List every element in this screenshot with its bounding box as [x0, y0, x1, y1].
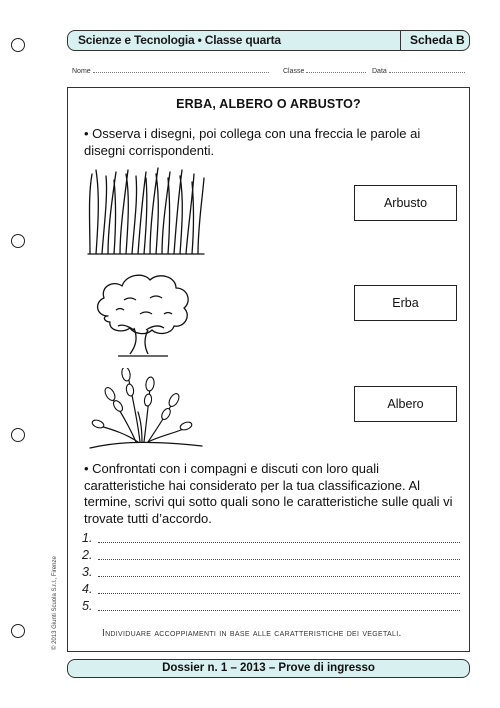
nome-field[interactable]	[72, 67, 269, 75]
answer-number: 2.	[82, 548, 93, 562]
subject-title: Scienze e Tecnologia • Classe quarta	[78, 33, 281, 47]
classe-field[interactable]	[283, 67, 366, 75]
worksheet-box	[67, 87, 470, 652]
scheda-label: Scheda B	[410, 33, 465, 47]
answer-line-1[interactable]	[82, 531, 460, 547]
binder-hole-2	[11, 234, 25, 248]
instruction-1: • Osserva i disegni, poi collega con una freccia le parole ai disegni corrispondenti.	[84, 126, 421, 158]
instruction-2: • Confrontati con i compagni e discuti con loro quali caratteristiche hai considerato per la tua classificazione. Al termine, scrivi qui sotto quali sono le caratteristiche sulle quali vi trovate tutti d’accordo.	[84, 461, 453, 526]
word-box-erba[interactable]: Erba	[354, 285, 457, 321]
binder-hole-4	[11, 624, 25, 638]
shrub-drawing	[86, 368, 206, 452]
nome-label: Nome	[72, 68, 91, 75]
footer-bar: Dossier n. 1 – 2013 – Prove di ingresso	[67, 659, 470, 678]
answer-line-2[interactable]	[82, 548, 460, 564]
answer-line-3[interactable]	[82, 565, 460, 581]
grass-drawing	[86, 166, 206, 256]
binder-hole-1	[11, 38, 25, 52]
answer-number: 5.	[82, 599, 93, 613]
word-box-arbusto[interactable]: Arbusto	[354, 185, 457, 221]
answer-number: 4.	[82, 582, 93, 596]
answer-line-5[interactable]	[82, 599, 460, 615]
header-divider	[400, 30, 401, 51]
objective-footnote: Individuare accoppiamenti in base alle caratteristiche dei vegetali.	[102, 628, 402, 639]
binder-hole-3	[11, 428, 25, 442]
answer-number: 1.	[82, 531, 93, 545]
tree-drawing	[88, 270, 198, 360]
word-box-albero[interactable]: Albero	[354, 386, 457, 422]
worksheet-title: ERBA, ALBERO O ARBUSTO?	[176, 97, 361, 111]
answer-line-4[interactable]	[82, 582, 460, 598]
classe-label: Classe	[283, 68, 305, 75]
copyright-note: © 2013 Giunti Scuola S.r.l., Firenze	[52, 556, 58, 650]
answer-number: 3.	[82, 565, 93, 579]
data-field[interactable]	[372, 67, 465, 75]
data-label: Data	[372, 68, 387, 75]
header-bar	[67, 30, 470, 51]
